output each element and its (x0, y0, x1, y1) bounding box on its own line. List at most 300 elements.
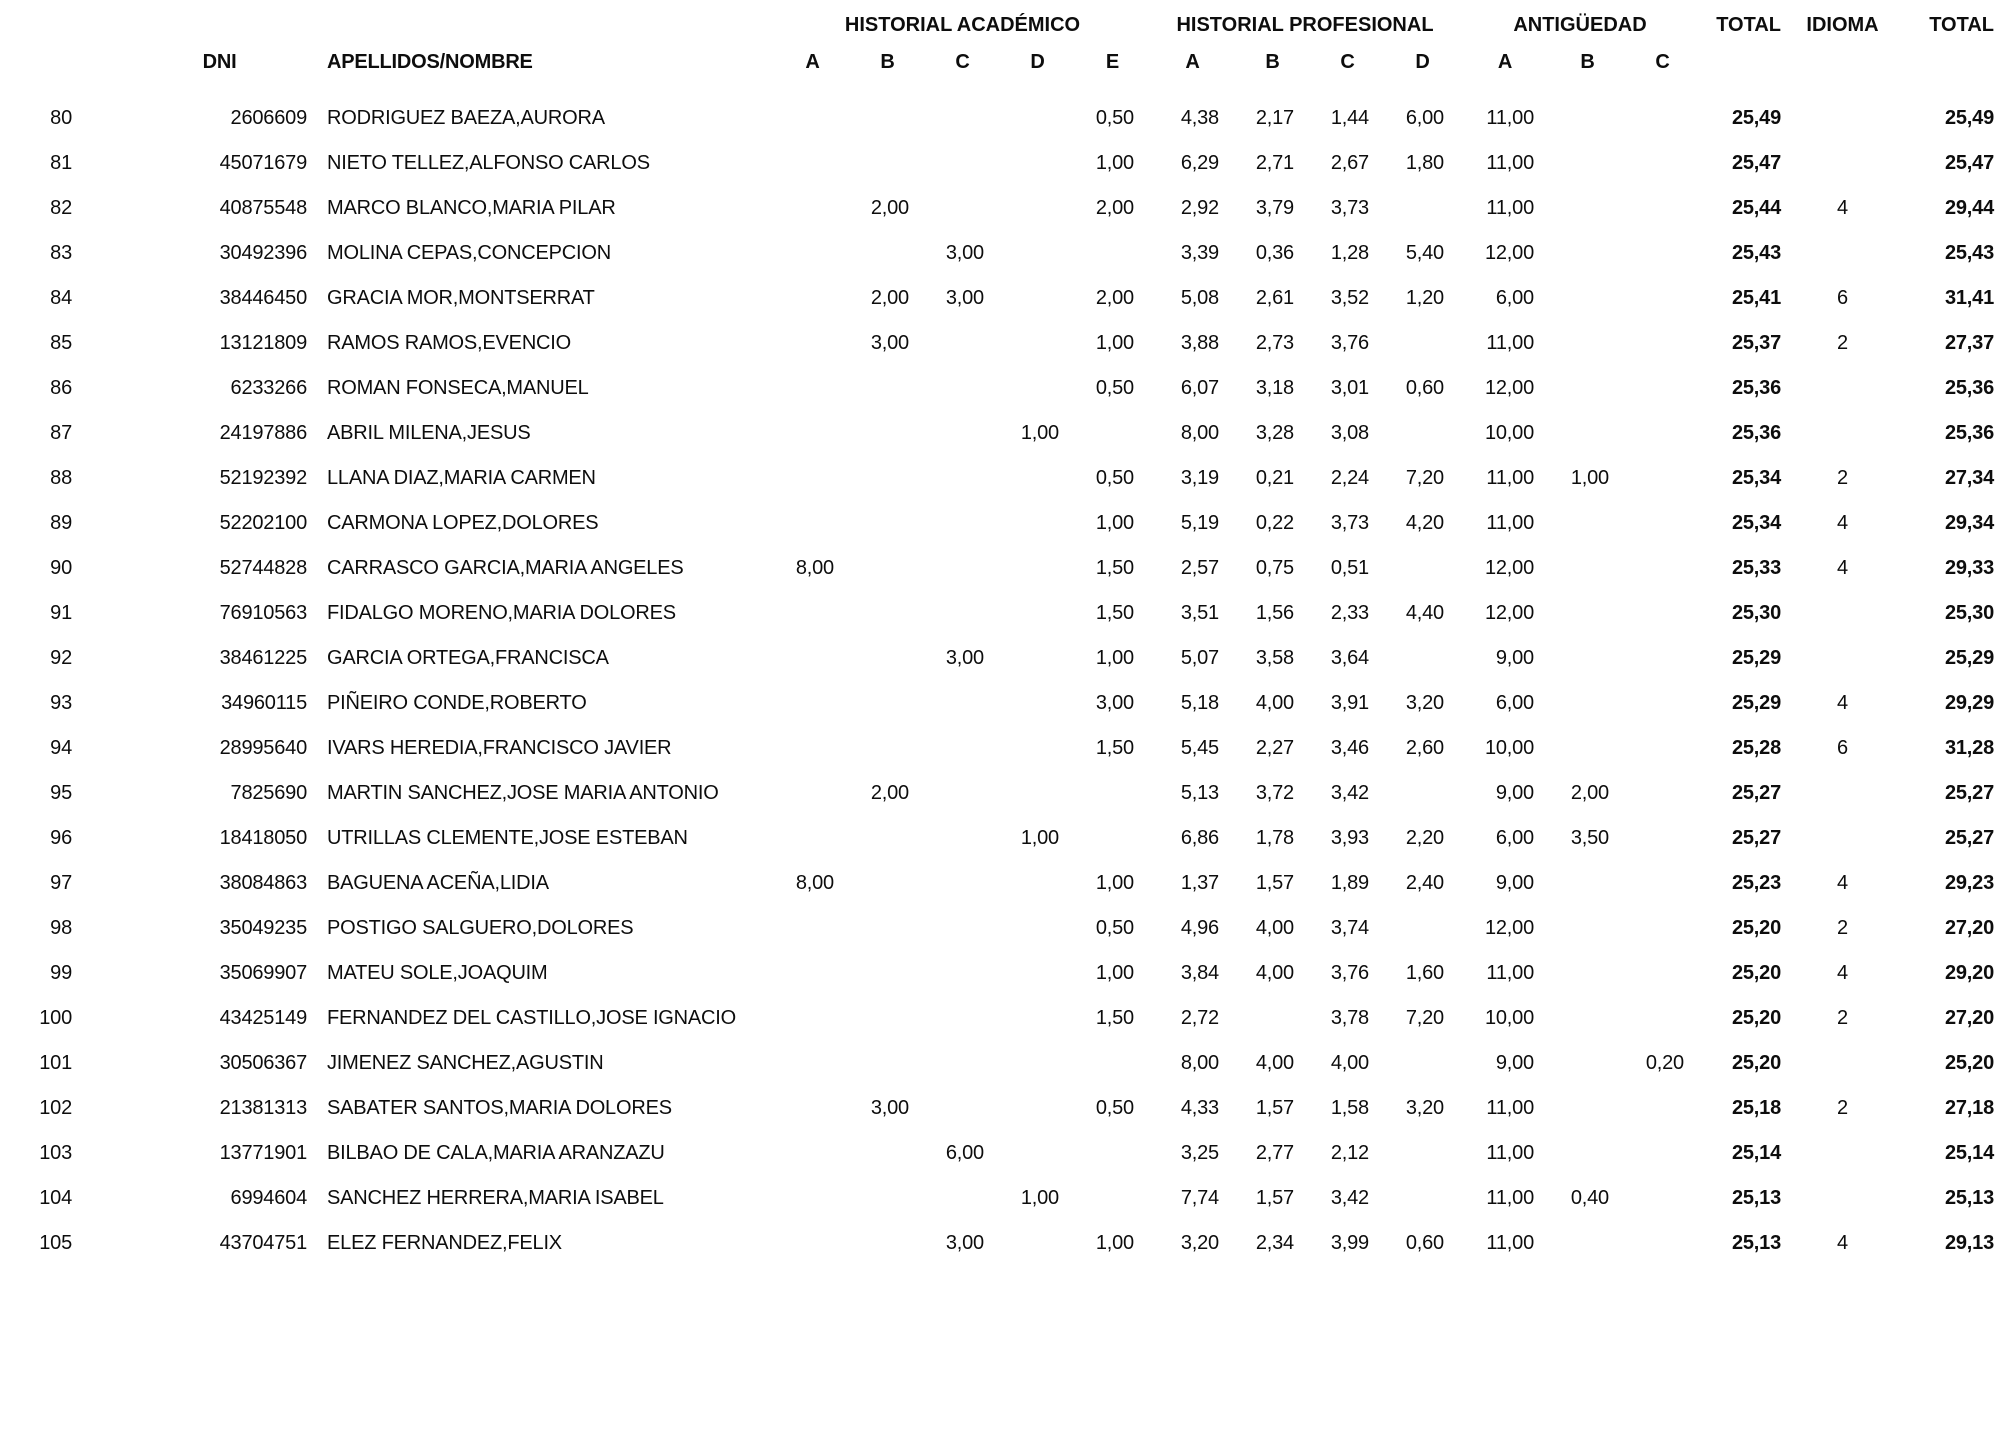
prof-a-value: 3,84 (1180, 962, 1219, 984)
ant-a-value: 11,00 (1486, 1187, 1534, 1209)
total-value: 25,41 (1731, 287, 1781, 309)
total-with-idioma-value: 31,28 (1944, 737, 1994, 759)
acad-e-value: 1,00 (1095, 152, 1134, 174)
total-with-idioma-value: 27,34 (1944, 467, 1994, 489)
table-row (0, 1131, 2000, 1176)
ant-b-value: 0,40 (1570, 1187, 1609, 1209)
acad-d-value: 1,00 (1020, 422, 1059, 444)
prof-b-value: 0,22 (1255, 512, 1294, 534)
total-value: 25,20 (1731, 917, 1781, 939)
column-header-row (0, 46, 2000, 78)
dni-value: 35049235 (219, 917, 307, 939)
ant-b-value: 3,50 (1570, 827, 1609, 849)
header-ant-b: B (1580, 50, 1595, 73)
prof-a-value: 2,57 (1180, 557, 1219, 579)
table-row (0, 186, 2000, 231)
acad-e-value: 0,50 (1095, 377, 1134, 399)
apellidos-nombre-value: ABRIL MILENA,JESUS (327, 422, 531, 444)
table-row (0, 276, 2000, 321)
prof-a-value: 3,25 (1180, 1142, 1219, 1164)
dni-value: 52202100 (219, 512, 307, 534)
prof-a-value: 6,07 (1180, 377, 1219, 399)
acad-e-value: 1,50 (1095, 737, 1134, 759)
total-with-idioma-value: 27,20 (1944, 917, 1994, 939)
prof-a-value: 8,00 (1180, 1052, 1219, 1074)
ant-a-value: 12,00 (1484, 917, 1534, 939)
total-with-idioma-value: 25,13 (1944, 1187, 1994, 1209)
prof-b-value: 1,57 (1255, 1097, 1294, 1119)
total-with-idioma-value: 25,47 (1944, 152, 1994, 174)
dni-value: 52744828 (219, 557, 307, 579)
total-with-idioma-value: 25,36 (1944, 422, 1994, 444)
header-total-2: TOTAL (1929, 13, 1994, 36)
total-with-idioma-value: 25,36 (1944, 377, 1994, 399)
apellidos-nombre-value: FERNANDEZ DEL CASTILLO,JOSE IGNACIO (327, 1007, 737, 1029)
total-value: 25,23 (1731, 872, 1781, 894)
acad-b-value: 2,00 (870, 287, 909, 309)
ant-a-value: 11,00 (1486, 467, 1534, 489)
apellidos-nombre-value: MARTIN SANCHEZ,JOSE MARIA ANTONIO (327, 782, 719, 804)
dni-value: 28995640 (219, 737, 307, 759)
total-value: 25,30 (1731, 602, 1781, 624)
ant-a-value: 9,00 (1495, 1052, 1534, 1074)
table-row (0, 321, 2000, 366)
dni-value: 13771901 (219, 1142, 307, 1164)
table-row (0, 771, 2000, 816)
idioma-value: 4 (1837, 692, 1848, 714)
prof-c-value: 1,89 (1330, 872, 1369, 894)
prof-d-value: 4,40 (1405, 602, 1444, 624)
total-with-idioma-value: 29,20 (1944, 962, 1994, 984)
dni-value: 21381313 (219, 1097, 307, 1119)
prof-b-value: 1,78 (1255, 827, 1294, 849)
row-number: 92 (50, 647, 72, 669)
prof-b-value: 0,21 (1255, 467, 1294, 489)
apellidos-nombre-value: RAMOS RAMOS,EVENCIO (327, 332, 572, 354)
total-value: 25,49 (1731, 107, 1781, 129)
dni-value: 38084863 (219, 872, 307, 894)
acad-c-value: 3,00 (945, 1232, 984, 1254)
apellidos-nombre-value: ELEZ FERNANDEZ,FELIX (327, 1232, 562, 1254)
idioma-value: 4 (1837, 512, 1848, 534)
prof-a-value: 5,18 (1180, 692, 1219, 714)
prof-a-value: 2,72 (1180, 1007, 1219, 1029)
prof-d-value: 6,00 (1405, 107, 1444, 129)
total-with-idioma-value: 29,13 (1944, 1232, 1994, 1254)
header-prof-d: D (1415, 50, 1430, 73)
ranking-table (0, 96, 2000, 1266)
total-value: 25,33 (1731, 557, 1781, 579)
prof-c-value: 3,64 (1330, 647, 1369, 669)
idioma-value: 6 (1837, 287, 1848, 309)
total-with-idioma-value: 29,29 (1944, 692, 1994, 714)
apellidos-nombre-value: FIDALGO MORENO,MARIA DOLORES (327, 602, 676, 624)
row-number: 101 (39, 1052, 72, 1074)
header-acad-c: C (955, 50, 970, 73)
prof-d-value: 3,20 (1405, 692, 1444, 714)
table-row (0, 141, 2000, 186)
prof-b-value: 3,79 (1255, 197, 1294, 219)
header-acad-a: A (805, 50, 820, 73)
table-row (0, 681, 2000, 726)
prof-d-value: 1,80 (1405, 152, 1444, 174)
prof-d-value: 7,20 (1405, 467, 1444, 489)
prof-d-value: 1,20 (1405, 287, 1444, 309)
prof-b-value: 2,71 (1255, 152, 1294, 174)
prof-c-value: 3,46 (1330, 737, 1369, 759)
apellidos-nombre-value: ROMAN FONSECA,MANUEL (327, 377, 589, 399)
dni-value: 45071679 (219, 152, 307, 174)
table-row (0, 96, 2000, 141)
acad-e-value: 2,00 (1095, 197, 1134, 219)
total-with-idioma-value: 25,29 (1944, 647, 1994, 669)
row-number: 91 (50, 602, 72, 624)
acad-a-value: 8,00 (795, 557, 834, 579)
dni-value: 76910563 (219, 602, 307, 624)
idioma-value: 4 (1837, 197, 1848, 219)
table-row (0, 231, 2000, 276)
prof-a-value: 3,51 (1180, 602, 1219, 624)
table-row (0, 951, 2000, 996)
table-row (0, 456, 2000, 501)
prof-d-value: 0,60 (1405, 1232, 1444, 1254)
idioma-value: 2 (1837, 332, 1848, 354)
header-dni: DNI (202, 50, 237, 73)
acad-c-value: 3,00 (945, 242, 984, 264)
dni-value: 18418050 (219, 827, 307, 849)
group-header-row (0, 10, 2000, 40)
dni-value: 2606609 (230, 107, 307, 129)
prof-a-value: 5,13 (1180, 782, 1219, 804)
dni-value: 30506367 (219, 1052, 307, 1074)
apellidos-nombre-value: GARCIA ORTEGA,FRANCISCA (327, 647, 609, 669)
ant-a-value: 11,00 (1486, 962, 1534, 984)
acad-d-value: 1,00 (1020, 827, 1059, 849)
acad-c-value: 6,00 (945, 1142, 984, 1164)
apellidos-nombre-value: BILBAO DE CALA,MARIA ARANZAZU (327, 1142, 665, 1164)
prof-b-value: 1,57 (1255, 1187, 1294, 1209)
acad-e-value: 1,00 (1095, 962, 1134, 984)
prof-b-value: 4,00 (1255, 692, 1294, 714)
row-number: 103 (39, 1142, 72, 1164)
header-ant-c: C (1655, 50, 1670, 73)
prof-a-value: 4,33 (1180, 1097, 1219, 1119)
row-number: 89 (50, 512, 72, 534)
row-number: 84 (50, 287, 72, 309)
dni-value: 52192392 (219, 467, 307, 489)
total-with-idioma-value: 25,20 (1944, 1052, 1994, 1074)
ant-a-value: 12,00 (1484, 602, 1534, 624)
acad-c-value: 3,00 (945, 647, 984, 669)
table-row (0, 1221, 2000, 1266)
apellidos-nombre-value: MARCO BLANCO,MARIA PILAR (327, 197, 616, 219)
prof-b-value: 2,17 (1255, 107, 1294, 129)
row-number: 93 (50, 692, 72, 714)
prof-d-value: 0,60 (1405, 377, 1444, 399)
prof-d-value: 2,60 (1405, 737, 1444, 759)
apellidos-nombre-value: MOLINA CEPAS,CONCEPCION (327, 242, 611, 264)
prof-c-value: 3,76 (1330, 332, 1369, 354)
header-prof-a: A (1185, 50, 1200, 73)
row-number: 90 (50, 557, 72, 579)
total-value: 25,34 (1731, 467, 1781, 489)
prof-c-value: 2,33 (1330, 602, 1369, 624)
table-row (0, 501, 2000, 546)
header-ant-a: A (1497, 50, 1513, 73)
ant-a-value: 9,00 (1495, 872, 1534, 894)
ant-b-value: 1,00 (1570, 467, 1609, 489)
prof-b-value: 4,00 (1255, 1052, 1294, 1074)
acad-e-value: 1,00 (1095, 872, 1134, 894)
acad-e-value: 2,00 (1095, 287, 1134, 309)
acad-e-value: 1,00 (1095, 512, 1134, 534)
prof-a-value: 5,45 (1180, 737, 1219, 759)
prof-b-value: 1,56 (1255, 602, 1294, 624)
acad-a-value: 8,00 (795, 872, 834, 894)
header-acad-e: E (1105, 50, 1120, 73)
row-number: 80 (50, 107, 72, 129)
prof-c-value: 3,99 (1330, 1232, 1369, 1254)
ant-a-value: 11,00 (1486, 1232, 1534, 1254)
apellidos-nombre-value: IVARS HEREDIA,FRANCISCO JAVIER (327, 737, 672, 759)
prof-c-value: 2,12 (1330, 1142, 1369, 1164)
prof-b-value: 3,58 (1255, 647, 1294, 669)
prof-c-value: 3,73 (1330, 197, 1369, 219)
prof-b-value: 4,00 (1255, 917, 1294, 939)
total-with-idioma-value: 25,27 (1944, 782, 1994, 804)
ant-a-value: 11,00 (1486, 512, 1534, 534)
prof-d-value: 4,20 (1405, 512, 1444, 534)
table-row (0, 366, 2000, 411)
prof-c-value: 3,42 (1330, 1187, 1369, 1209)
table-row (0, 1176, 2000, 1221)
total-with-idioma-value: 29,23 (1944, 872, 1994, 894)
document-page (0, 10, 2000, 1442)
ant-a-value: 11,00 (1486, 107, 1534, 129)
acad-b-value: 2,00 (870, 782, 909, 804)
prof-a-value: 5,19 (1180, 512, 1219, 534)
row-number: 85 (50, 332, 72, 354)
prof-c-value: 3,08 (1330, 422, 1369, 444)
idioma-value: 4 (1837, 1232, 1848, 1254)
dni-value: 6994604 (230, 1187, 307, 1209)
dni-value: 6233266 (230, 377, 307, 399)
apellidos-nombre-value: GRACIA MOR,MONTSERRAT (327, 287, 595, 309)
table-row (0, 591, 2000, 636)
prof-a-value: 7,74 (1180, 1187, 1219, 1209)
row-number: 86 (50, 377, 72, 399)
group-antiguedad: ANTIGÜEDAD (1513, 13, 1647, 36)
total-value: 25,47 (1731, 152, 1781, 174)
prof-b-value: 1,57 (1255, 872, 1294, 894)
acad-c-value: 3,00 (945, 287, 984, 309)
row-number: 104 (39, 1187, 72, 1209)
row-number: 100 (39, 1007, 72, 1029)
dni-value: 30492396 (219, 242, 307, 264)
row-number: 88 (50, 467, 72, 489)
dni-value: 24197886 (219, 422, 307, 444)
prof-c-value: 3,42 (1330, 782, 1369, 804)
prof-b-value: 0,36 (1255, 242, 1294, 264)
ant-a-value: 11,00 (1486, 197, 1534, 219)
header-idioma: IDIOMA (1806, 13, 1879, 36)
total-value: 25,37 (1731, 332, 1781, 354)
apellidos-nombre-value: SABATER SANTOS,MARIA DOLORES (327, 1097, 672, 1119)
acad-b-value: 3,00 (870, 1097, 909, 1119)
ant-a-value: 6,00 (1495, 287, 1534, 309)
ant-a-value: 10,00 (1484, 1007, 1534, 1029)
dni-value: 7825690 (230, 782, 307, 804)
prof-c-value: 3,52 (1330, 287, 1369, 309)
ant-a-value: 6,00 (1495, 827, 1534, 849)
ant-a-value: 11,00 (1486, 1097, 1534, 1119)
total-with-idioma-value: 29,44 (1944, 197, 1994, 219)
apellidos-nombre-value: PIÑEIRO CONDE,ROBERTO (327, 692, 587, 714)
prof-c-value: 3,76 (1330, 962, 1369, 984)
prof-c-value: 3,01 (1330, 377, 1369, 399)
prof-a-value: 3,39 (1180, 242, 1219, 264)
apellidos-nombre-value: CARMONA LOPEZ,DOLORES (327, 512, 599, 534)
prof-c-value: 3,74 (1330, 917, 1369, 939)
acad-e-value: 1,00 (1095, 1232, 1134, 1254)
dni-value: 35069907 (219, 962, 307, 984)
prof-a-value: 1,37 (1180, 872, 1219, 894)
prof-a-value: 3,20 (1180, 1232, 1219, 1254)
apellidos-nombre-value: BAGUENA ACEÑA,LIDIA (327, 872, 549, 894)
header-acad-b: B (880, 50, 895, 73)
prof-c-value: 0,51 (1330, 557, 1369, 579)
acad-e-value: 1,00 (1095, 332, 1134, 354)
total-with-idioma-value: 25,30 (1944, 602, 1994, 624)
ant-a-value: 11,00 (1486, 152, 1534, 174)
row-number: 87 (50, 422, 72, 444)
prof-d-value: 5,40 (1405, 242, 1444, 264)
row-number: 98 (50, 917, 72, 939)
dni-value: 34960115 (221, 692, 307, 714)
total-value: 25,43 (1731, 242, 1781, 264)
prof-a-value: 4,38 (1180, 107, 1219, 129)
acad-e-value: 0,50 (1095, 917, 1134, 939)
total-value: 25,18 (1731, 1097, 1781, 1119)
apellidos-nombre-value: SANCHEZ HERRERA,MARIA ISABEL (327, 1187, 664, 1209)
header-apellidos-nombre: APELLIDOS/NOMBRE (327, 50, 533, 73)
dni-value: 38446450 (219, 287, 307, 309)
prof-d-value: 7,20 (1405, 1007, 1444, 1029)
prof-d-value: 1,60 (1405, 962, 1444, 984)
row-number: 97 (50, 872, 72, 894)
dni-value: 43425149 (219, 1007, 307, 1029)
dni-value: 38461225 (219, 647, 307, 669)
apellidos-nombre-value: RODRIGUEZ BAEZA,AURORA (327, 107, 605, 129)
ant-a-value: 12,00 (1484, 557, 1534, 579)
prof-a-value: 4,96 (1180, 917, 1219, 939)
total-with-idioma-value: 31,41 (1944, 287, 1994, 309)
total-value: 25,27 (1731, 827, 1781, 849)
prof-c-value: 1,58 (1330, 1097, 1369, 1119)
prof-b-value: 0,75 (1255, 557, 1294, 579)
ant-a-value: 11,00 (1486, 332, 1534, 354)
acad-e-value: 0,50 (1095, 467, 1134, 489)
table-row (0, 1086, 2000, 1131)
ant-a-value: 6,00 (1495, 692, 1534, 714)
total-value: 25,34 (1731, 512, 1781, 534)
row-number: 95 (50, 782, 72, 804)
prof-b-value: 2,34 (1255, 1232, 1294, 1254)
acad-b-value: 3,00 (870, 332, 909, 354)
idioma-value: 2 (1837, 1007, 1848, 1029)
apellidos-nombre-value: CARRASCO GARCIA,MARIA ANGELES (327, 557, 684, 579)
prof-c-value: 1,28 (1330, 242, 1369, 264)
acad-b-value: 2,00 (870, 197, 909, 219)
total-with-idioma-value: 27,37 (1944, 332, 1994, 354)
header-total-1: TOTAL (1716, 13, 1781, 36)
acad-e-value: 3,00 (1095, 692, 1134, 714)
total-value: 25,36 (1731, 422, 1781, 444)
prof-b-value: 3,72 (1255, 782, 1294, 804)
total-value: 25,20 (1731, 1007, 1781, 1029)
total-with-idioma-value: 29,33 (1944, 557, 1994, 579)
group-historial-profesional: HISTORIAL PROFESIONAL (1176, 13, 1434, 36)
table-row (0, 816, 2000, 861)
prof-a-value: 3,88 (1180, 332, 1219, 354)
prof-c-value: 2,24 (1330, 467, 1369, 489)
prof-d-value: 3,20 (1405, 1097, 1444, 1119)
row-number: 94 (50, 737, 72, 759)
row-number: 81 (50, 152, 72, 174)
acad-e-value: 1,50 (1095, 1007, 1134, 1029)
apellidos-nombre-value: LLANA DIAZ,MARIA CARMEN (327, 467, 596, 489)
acad-e-value: 1,50 (1095, 557, 1134, 579)
ant-a-value: 11,00 (1486, 1142, 1534, 1164)
prof-c-value: 3,93 (1330, 827, 1369, 849)
row-number: 83 (50, 242, 72, 264)
prof-c-value: 3,78 (1330, 1007, 1369, 1029)
apellidos-nombre-value: JIMENEZ SANCHEZ,AGUSTIN (327, 1052, 604, 1074)
total-value: 25,27 (1731, 782, 1781, 804)
idioma-value: 6 (1837, 737, 1848, 759)
apellidos-nombre-value: NIETO TELLEZ,ALFONSO CARLOS (327, 152, 650, 174)
table-row (0, 411, 2000, 456)
row-number: 99 (50, 962, 72, 984)
apellidos-nombre-value: POSTIGO SALGUERO,DOLORES (327, 917, 634, 939)
row-number: 105 (39, 1232, 72, 1254)
prof-c-value: 2,67 (1330, 152, 1369, 174)
header-prof-b: B (1265, 50, 1280, 73)
total-value: 25,20 (1731, 962, 1781, 984)
total-with-idioma-value: 25,43 (1944, 242, 1994, 264)
dni-value: 13121809 (219, 332, 307, 354)
total-value: 25,36 (1731, 377, 1781, 399)
header-prof-c: C (1340, 50, 1355, 73)
total-with-idioma-value: 25,27 (1944, 827, 1994, 849)
total-with-idioma-value: 27,20 (1944, 1007, 1994, 1029)
prof-b-value: 4,00 (1255, 962, 1294, 984)
group-historial-academico: HISTORIAL ACADÉMICO (844, 13, 1081, 36)
ant-b-value: 2,00 (1570, 782, 1609, 804)
prof-c-value: 1,44 (1330, 107, 1369, 129)
total-with-idioma-value: 29,34 (1944, 512, 1994, 534)
row-number: 96 (50, 827, 72, 849)
prof-a-value: 2,92 (1180, 197, 1219, 219)
idioma-value: 4 (1837, 872, 1848, 894)
total-value: 25,29 (1731, 647, 1781, 669)
prof-b-value: 2,73 (1255, 332, 1294, 354)
total-value: 25,28 (1731, 737, 1781, 759)
table-row (0, 726, 2000, 771)
header-acad-d: D (1030, 50, 1045, 73)
ant-a-value: 12,00 (1484, 242, 1534, 264)
prof-a-value: 8,00 (1180, 422, 1219, 444)
